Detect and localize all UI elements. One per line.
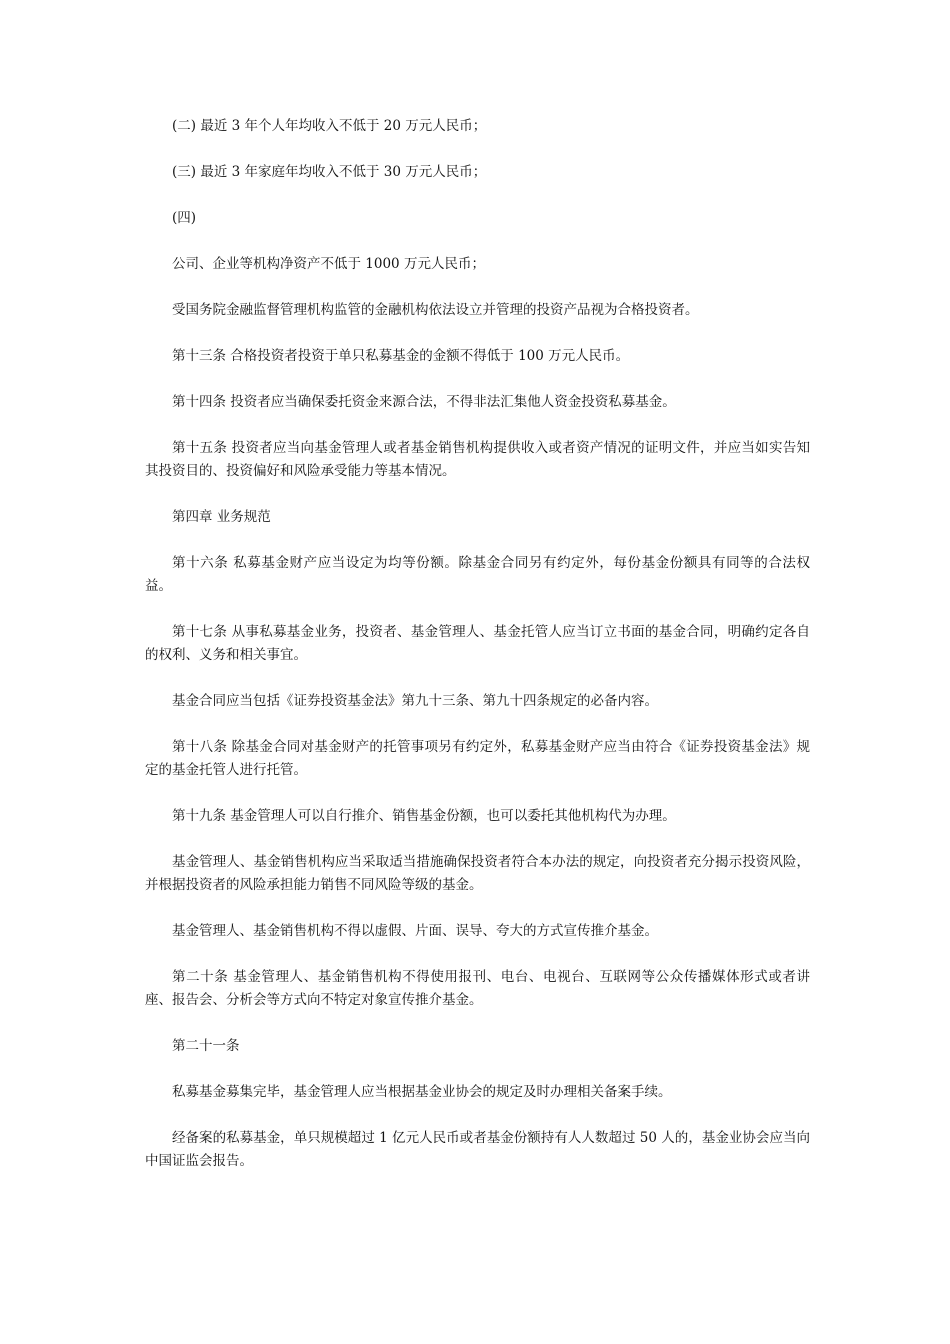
paragraph-item-4-heading: (四) [172,210,197,226]
article-18: 第十八条 除基金合同对基金财产的托管事项另有约定外，私募基金财产应当由符合《证券投资基金法》规定的基金托管人进行托管。 [145,739,810,778]
article-17-contract-content: 基金合同应当包括《证券投资基金法》第九十三条、第九十四条规定的必备内容。 [172,693,658,709]
document-page [145,115,810,1196]
paragraph-item-3: (三) 最近 3 年家庭年均收入不低于 30 万元人民币； [172,164,487,180]
article-19-no-misleading: 基金管理人、基金销售机构不得以虚假、片面、误导、夸大的方式宣传推介基金。 [172,923,658,939]
article-16: 第十六条 私募基金财产应当设定为均等份额。除基金合同另有约定外，每份基金份额具有同等的合法权益。 [145,555,810,594]
chapter-4-heading: 第四章 业务规范 [172,509,271,525]
article-20: 第二十条 基金管理人、基金销售机构不得使用报刊、电台、电视台、互联网等公众传播媒体形式或者讲座、报告会、分析会等方式向不特定对象宣传推介基金。 [145,969,810,1008]
article-15: 第十五条 投资者应当向基金管理人或者基金销售机构提供收入或者资产情况的证明文件，并应当如实告知其投资目的、投资偏好和风险承受能力等基本情况。 [145,440,810,479]
article-17: 第十七条 从事私募基金业务，投资者、基金管理人、基金托管人应当订立书面的基金合同，明确约定各自的权利、义务和相关事宜。 [145,624,810,663]
article-19: 第十九条 基金管理人可以自行推介、销售基金份额，也可以委托其他机构代为办理。 [172,808,676,824]
article-19-suitability: 基金管理人、基金销售机构应当采取适当措施确保投资者符合本办法的规定，向投资者充分揭示投资风险，并根据投资者的风险承担能力销售不同风险等级的基金。 [145,854,810,893]
article-21-heading: 第二十一条 [172,1038,240,1054]
article-14: 第十四条 投资者应当确保委托资金来源合法，不得非法汇集他人资金投资私募基金。 [172,394,676,410]
article-21-report: 经备案的私募基金，单只规模超过 1 亿元人民币或者基金份额持有人人数超过 50 人的，基金业协会应当向中国证监会报告。 [145,1130,810,1169]
paragraph-item-4-body: 公司、企业等机构净资产不低于 1000 万元人民币； [172,256,485,272]
paragraph-item-2: (二) 最近 3 年个人年均收入不低于 20 万元人民币； [172,118,487,134]
paragraph-qualified-products: 受国务院金融监督管理机构监管的金融机构依法设立并管理的投资产品视为合格投资者。 [172,302,699,318]
article-13: 第十三条 合格投资者投资于单只私募基金的金额不得低于 100 万元人民币。 [172,348,630,364]
article-21-filing: 私募基金募集完毕，基金管理人应当根据基金业协会的规定及时办理相关备案手续。 [172,1084,672,1100]
